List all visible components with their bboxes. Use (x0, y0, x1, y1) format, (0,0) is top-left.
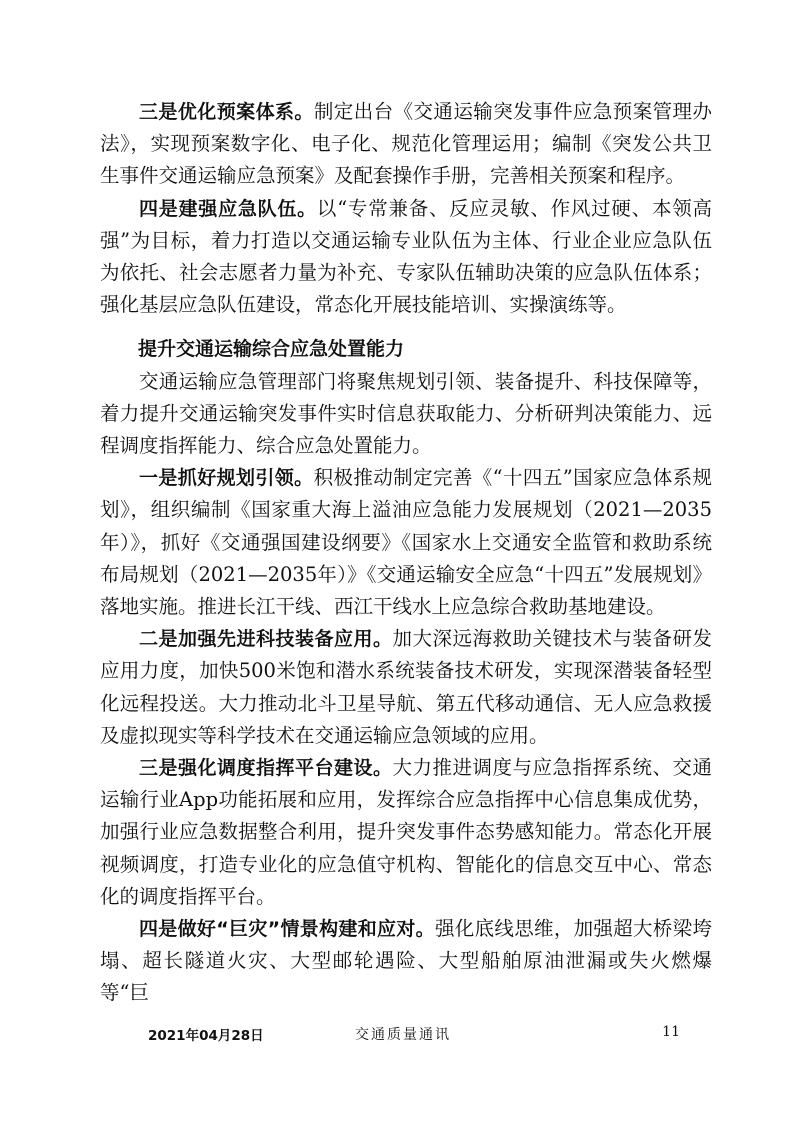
article-body (100, 96, 712, 1010)
section-heading: 提升交通运输综合应急处置能力 (138, 338, 405, 361)
paragraph-build-teams (100, 193, 712, 322)
paragraph-lead: 二是加强先进科技装备应用。 (139, 628, 393, 651)
paragraph-planning (100, 462, 712, 623)
paragraph-dispatch-platform (100, 752, 712, 913)
paragraph-lead: 三是优化预案体系。 (139, 101, 314, 123)
paragraph-lead: 四是建强应急队伍。 (139, 197, 317, 220)
paragraph-optimize-plans (100, 96, 712, 193)
page-number: 11 (662, 1024, 680, 1040)
paragraph-text: 强化底线思维，加强超大桥梁垮塌、超长隧道火灾、大型邮轮遇险、大型船舶原油泄漏或失火燃爆等“巨 (100, 917, 712, 1005)
paragraph-technology (100, 623, 712, 752)
paragraph-text: 加大深远海救助关键技术与装备研发应用力度，加快500米饱和潜水系统装备技术研发，实现深潜装备轻型化远程投送。大力推动北斗卫星导航、第五代移动通信、无人应急救援及虚拟现实等科学技术在交通运输应急领域的应用。 (100, 627, 712, 747)
paragraph-text: 制定出台《交通运输突发事件应急预案管理办法》，实现预案数字化、电子化、规范化管理运用；编制《突发公共卫生事件交通运输应急预案》及配套操作手册，完善相关预案和程序。 (100, 100, 712, 188)
paragraph-text: 以“专常兼备、反应灵敏、作风过硬、本领高强”为目标，着力打造以交通运输专业队伍为主体、行业企业应急队伍为依托、社会志愿者力量为补充、专家队伍辅助决策的应急队伍体系；强化基层应急队伍建设，常态化开展技能培训、实操演练等。 (100, 196, 712, 317)
footer-publication-title: 交通质量通讯 (355, 1027, 451, 1043)
footer-date: 2021年04月28日 (148, 1028, 264, 1044)
paragraph-lead: 三是强化调度指挥平台建设。 (139, 757, 393, 780)
section-intro: 交通运输应急管理部门将聚焦规划引领、装备提升、科技保障等，着力提升交通运输突发事件实时信息获取能力、分析研判决策能力、远程调度指挥能力、综合应急处置能力。 (100, 369, 712, 458)
paragraph-disaster-scenarios (100, 913, 712, 1010)
paragraph-lead: 一是抓好规划引领。 (139, 467, 314, 490)
paragraph-text: 积极推动制定完善《“十四五”国家应急体系规划》，组织编制《国家重大海上溢油应急能力发展规划（2021—2035年）》，抓好《交通强国建设纲要》《国家水上交通安全监管和救助系统布局规划（2021—2035年）》《交通运输安全应急“十四五”发展规划》落地实施。推进长江干线、西江干线水上应急综合救助基地建设。 (100, 466, 712, 619)
page-footer (148, 1024, 688, 1048)
paragraph-lead: 四是做好“巨灾”情景构建和应对。 (139, 918, 435, 941)
paragraph-text: 大力推进调度与应急指挥系统、交通运输行业App功能拓展和应用，发挥综合应急指挥中心信息集成优势，加强行业应急数据整合利用，提升突发事件态势感知能力。常态化开展视频调度，打造专业化的应急值守机构、智能化的信息交互中心、常态化的调度指挥平台。 (100, 756, 712, 908)
